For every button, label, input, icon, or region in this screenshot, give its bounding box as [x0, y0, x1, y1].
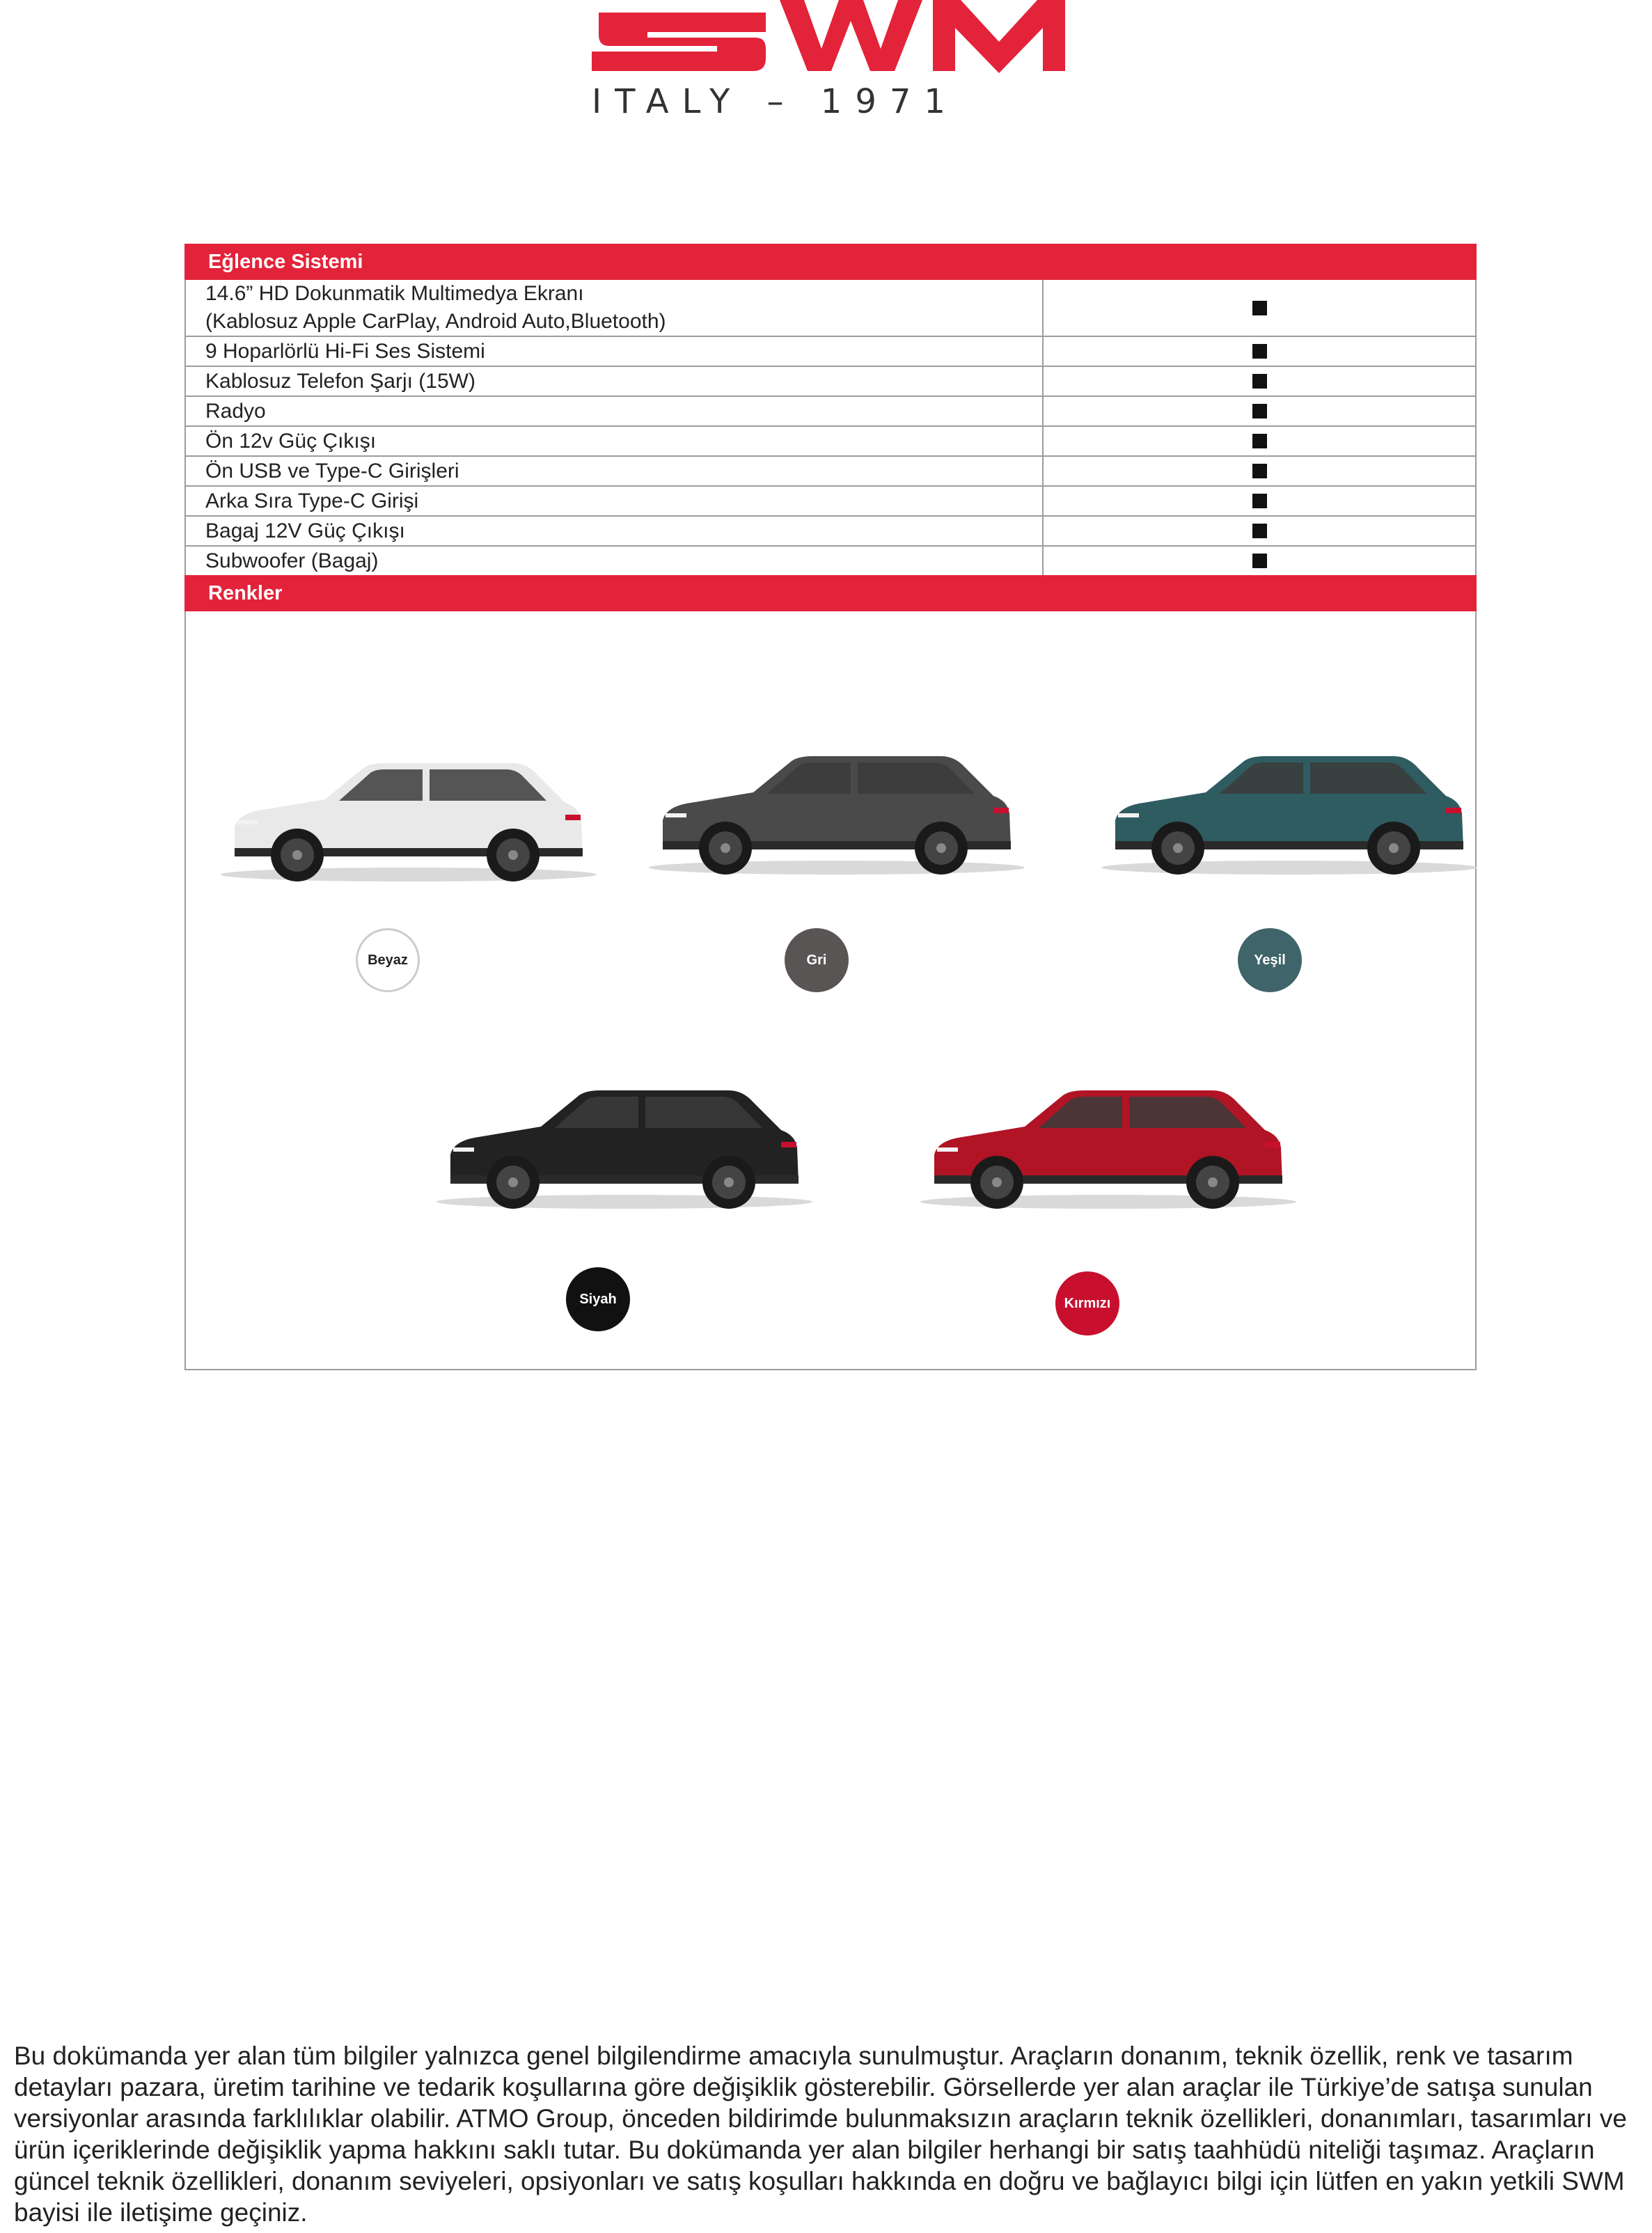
color-swatch-red [1055, 1271, 1119, 1335]
table-row [184, 367, 1477, 397]
feature-label: Ön USB ve Type-C Girişleri [186, 457, 1044, 485]
table-row [184, 487, 1477, 517]
color-name: Yeşil [1254, 952, 1286, 968]
table-row [184, 280, 1477, 337]
standard-square-icon [1252, 344, 1267, 359]
color-name: Siyah [579, 1291, 617, 1307]
standard-square-icon [1252, 554, 1267, 568]
feature-label: Kablosuz Telefon Şarjı (15W) [186, 367, 1044, 395]
color-swatch-green [1238, 928, 1302, 992]
color-name: Beyaz [368, 952, 408, 968]
standard-square-icon [1252, 464, 1267, 478]
legal-disclaimer: Bu dokümanda yer alan tüm bilgiler yalnızca genel bilgilendirme amacıyla sunulmuştur. Araçların donanım, teknik özellik, renk ve tasarım detayları pazara, üretim tarihine ve tedarik koşullarına göre değişiklik gösterebilir. Görsellerde yer alan araçlar ile Türkiye’de satışa sunulan versiyonlar arasında farklılıklar olabilir. ATMO Group, önceden bildirimde bulunmaksızın araçların teknik özellikleri, donanımları, tasarımları ve ürün içeriklerinde değişiklik yapma hakkını saklı tutar. Bu dokümanda yer alan bilgiler herhangi bir satış taahhüdü niteliği taşımaz. Araçların güncel teknik özellikleri, donanım seviyeleri, opsiyonları ve satış koşulları hakkında en doğru ve bağlayıcı bilgi için lütfen en yakın yetkili SWM bayisi ile iletişime geçiniz. [14, 2042, 1627, 2227]
feature-standard-cell [1044, 457, 1475, 485]
standard-square-icon [1252, 434, 1267, 448]
standard-square-icon [1252, 494, 1267, 508]
feature-label: Ön 12v Güç Çıkışı [186, 427, 1044, 455]
color-swatch-white [356, 928, 420, 992]
feature-standard-cell [1044, 397, 1475, 425]
car-image-grey [642, 744, 1032, 883]
feature-label: 14.6” HD Dokunmatik Multimedya Ekranı (Kablosuz Apple CarPlay, Android Auto,Bluetooth) [186, 280, 1044, 336]
car-image-red [913, 1078, 1303, 1217]
color-swatch-black [566, 1267, 630, 1331]
color-name: Kırmızı [1064, 1295, 1111, 1311]
section-header-entertainment: Eğlence Sistemi [184, 244, 1477, 280]
standard-square-icon [1252, 374, 1267, 389]
color-swatch-grey [785, 928, 849, 992]
color-name: Gri [806, 952, 827, 968]
feature-standard-cell [1044, 367, 1475, 395]
car-image-black [430, 1078, 819, 1217]
feature-label: Bagaj 12V Güç Çıkışı [186, 517, 1044, 545]
table-row [184, 397, 1477, 427]
feature-standard-cell [1044, 337, 1475, 366]
brand-tagline: ITALY – 1971 [592, 82, 959, 121]
feature-standard-cell [1044, 487, 1475, 515]
colors-panel [184, 611, 1477, 1370]
swm-logo-mark [592, 0, 1065, 77]
feature-label: Radyo [186, 397, 1044, 425]
standard-square-icon [1252, 301, 1267, 315]
feature-standard-cell [1044, 427, 1475, 455]
feature-label: 9 Hoparlörlü Hi-Fi Ses Sistemi [186, 337, 1044, 366]
feature-label: Subwoofer (Bagaj) [186, 547, 1044, 575]
table-row [184, 517, 1477, 547]
table-row [184, 457, 1477, 487]
feature-label: Arka Sıra Type-C Girişi [186, 487, 1044, 515]
standard-square-icon [1252, 524, 1267, 538]
feature-standard-cell [1044, 547, 1475, 575]
section-header-colors: Renkler [184, 575, 1477, 611]
feature-standard-cell [1044, 517, 1475, 545]
table-row [184, 337, 1477, 367]
table-row [184, 547, 1477, 575]
car-image-white [214, 751, 604, 890]
car-image-green [1094, 744, 1484, 883]
standard-square-icon [1252, 404, 1267, 418]
feature-standard-cell [1044, 280, 1475, 336]
table-row [184, 427, 1477, 457]
spec-table [184, 244, 1477, 1370]
